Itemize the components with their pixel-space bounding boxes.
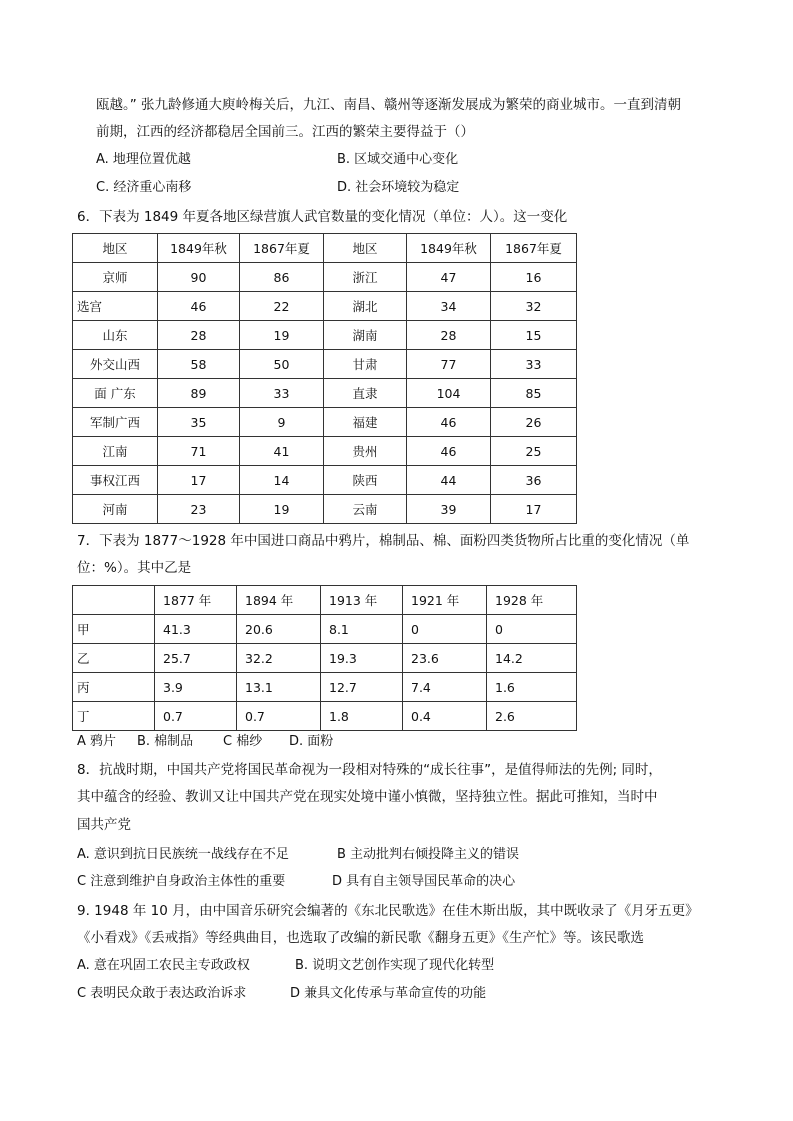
table-cell: 福建 xyxy=(324,408,407,437)
table-header-cell: 地区 xyxy=(324,234,407,263)
table-row xyxy=(73,263,577,292)
table-cell: 19 xyxy=(240,321,324,350)
table-row xyxy=(73,466,577,495)
table-cell: 46 xyxy=(158,292,240,321)
table-cell: 28 xyxy=(158,321,240,350)
table-cell: 0.4 xyxy=(403,702,487,731)
table-cell: 50 xyxy=(240,350,324,379)
table-row xyxy=(73,321,577,350)
table-cell: 选宫 xyxy=(73,292,158,321)
table-cell: 44 xyxy=(407,466,491,495)
table-cell: 36 xyxy=(491,466,577,495)
table-cell: 90 xyxy=(158,263,240,292)
q9-option-d: D 兼具文化传承与革命宣传的功能 xyxy=(290,986,487,1001)
table-cell: 14.2 xyxy=(487,644,577,673)
table-cell: 丙 xyxy=(73,673,155,702)
table-row xyxy=(73,702,577,731)
table-cell: 军制广西 xyxy=(73,408,158,437)
table-cell: 3.9 xyxy=(155,673,237,702)
q5-option-a: A. 地理位置优越 xyxy=(96,152,191,167)
table-cell: 云南 xyxy=(324,495,407,524)
table-cell: 0 xyxy=(487,615,577,644)
q7-option-a: A 鸦片 xyxy=(77,734,117,749)
table-cell: 46 xyxy=(407,437,491,466)
table-cell: 41.3 xyxy=(155,615,237,644)
table-header-cell: 1867年夏 xyxy=(491,234,577,263)
table-header-cell: 1877 年 xyxy=(155,586,237,615)
table-row xyxy=(73,350,577,379)
q8-option-c: C 注意到维护自身政治主体性的重要 xyxy=(77,874,286,889)
table-cell: 25 xyxy=(491,437,577,466)
q5-text-line-2: 前期，江西的经济都稳居全国前三。江西的繁荣主要得益于（） xyxy=(96,124,474,140)
table-header-cell xyxy=(73,586,155,615)
table-cell: 33 xyxy=(240,379,324,408)
table-cell: 47 xyxy=(407,263,491,292)
table-cell: 15 xyxy=(491,321,577,350)
table-row xyxy=(73,408,577,437)
table-header-cell: 1913 年 xyxy=(321,586,403,615)
table-row xyxy=(73,292,577,321)
table-header-cell: 1849年秋 xyxy=(158,234,240,263)
table-header-cell: 地区 xyxy=(73,234,158,263)
table-cell: 江南 xyxy=(73,437,158,466)
table-cell: 2.6 xyxy=(487,702,577,731)
q8-option-d: D 具有自主领导国民革命的决心 xyxy=(332,874,516,889)
q7-option-b: B. 棉制品 xyxy=(137,734,194,749)
table-cell: 23 xyxy=(158,495,240,524)
table-row xyxy=(73,495,577,524)
table-cell: 22 xyxy=(240,292,324,321)
table-cell: 外交山西 xyxy=(73,350,158,379)
table-cell: 35 xyxy=(158,408,240,437)
table-cell: 25.7 xyxy=(155,644,237,673)
table-cell: 17 xyxy=(491,495,577,524)
table-header-cell: 1928 年 xyxy=(487,586,577,615)
q5-option-b: B. 区域交通中心变化 xyxy=(337,152,459,167)
table-cell: 陕西 xyxy=(324,466,407,495)
table-cell: 19.3 xyxy=(321,644,403,673)
table-cell: 33 xyxy=(491,350,577,379)
q7-table-header-row xyxy=(73,586,577,615)
table-cell: 河南 xyxy=(73,495,158,524)
q5-text-line-1: 瓯越。” 张九龄修通大庾岭梅关后，九江、南昌、赣州等逐渐发展成为繁荣的商业城市。一直到清朝 xyxy=(96,97,682,113)
table-cell: 7.4 xyxy=(403,673,487,702)
table-cell: 湖北 xyxy=(324,292,407,321)
table-cell: 事权江西 xyxy=(73,466,158,495)
table-row xyxy=(73,437,577,466)
table-row xyxy=(73,379,577,408)
table-cell: 0.7 xyxy=(155,702,237,731)
table-cell: 32 xyxy=(491,292,577,321)
q9-text-line-1: 9. 1948 年 10 月，由中国音乐研究会编著的《东北民歌选》在佳木斯出版，其中既收录了《月牙五更》 xyxy=(77,903,699,919)
q5-option-c: C. 经济重心南移 xyxy=(96,180,192,195)
q6-table xyxy=(72,233,577,524)
table-cell: 8.1 xyxy=(321,615,403,644)
table-row xyxy=(73,615,577,644)
q8-text-line-3: 国共产党 xyxy=(77,817,131,833)
q7-stem-line-2: 位：%）。其中乙是 xyxy=(77,560,192,576)
table-cell: 34 xyxy=(407,292,491,321)
table-cell: 0.7 xyxy=(237,702,321,731)
table-cell: 28 xyxy=(407,321,491,350)
table-cell: 9 xyxy=(240,408,324,437)
table-cell: 13.1 xyxy=(237,673,321,702)
table-cell: 77 xyxy=(407,350,491,379)
q7-stem-line-1: 7．下表为 1877～1928 年中国进口商品中鸦片，棉制品、棉、面粉四类货物所占比重的变化情况（单 xyxy=(77,533,690,549)
table-cell: 甘肃 xyxy=(324,350,407,379)
table-cell: 89 xyxy=(158,379,240,408)
q9-text-line-2: 《小看戏》《丢戒指》等经典曲目，也选取了改编的新民歌《翻身五更》《生产忙》等。该民歌选 xyxy=(77,930,644,946)
table-cell: 湖南 xyxy=(324,321,407,350)
q6-table-header-row xyxy=(73,234,577,263)
q6-stem: 6．下表为 1849 年夏各地区绿营旗人武官数量的变化情况（单位：人）。这一变化 xyxy=(77,209,568,225)
table-header-cell: 1867年夏 xyxy=(240,234,324,263)
table-cell: 32.2 xyxy=(237,644,321,673)
q9-option-c: C 表明民众敢于表达政治诉求 xyxy=(77,986,247,1001)
table-cell: 46 xyxy=(407,408,491,437)
q8-option-b: B 主动批判右倾投降主义的错误 xyxy=(337,847,520,862)
q7-option-d: D. 面粉 xyxy=(289,734,334,749)
table-cell: 86 xyxy=(240,263,324,292)
table-cell: 17 xyxy=(158,466,240,495)
table-cell: 104 xyxy=(407,379,491,408)
table-cell: 山东 xyxy=(73,321,158,350)
table-header-cell: 1849年秋 xyxy=(407,234,491,263)
table-header-cell: 1921 年 xyxy=(403,586,487,615)
table-cell: 京师 xyxy=(73,263,158,292)
table-cell: 甲 xyxy=(73,615,155,644)
q8-option-a: A. 意识到抗日民族统一战线存在不足 xyxy=(77,847,289,862)
table-header-cell: 1894 年 xyxy=(237,586,321,615)
table-cell: 58 xyxy=(158,350,240,379)
table-cell: 14 xyxy=(240,466,324,495)
table-cell: 1.8 xyxy=(321,702,403,731)
q8-text-line-2: 其中蕴含的经验、教训又让中国共产党在现实处境中谨小慎微，坚持独立性。据此可推知，当时中 xyxy=(77,789,658,805)
table-row xyxy=(73,673,577,702)
table-cell: 41 xyxy=(240,437,324,466)
table-cell: 71 xyxy=(158,437,240,466)
table-cell: 0 xyxy=(403,615,487,644)
table-cell: 23.6 xyxy=(403,644,487,673)
q9-option-b: B. 说明文艺创作实现了现代化转型 xyxy=(295,958,495,973)
table-cell: 丁 xyxy=(73,702,155,731)
table-cell: 12.7 xyxy=(321,673,403,702)
table-cell: 85 xyxy=(491,379,577,408)
table-cell: 贵州 xyxy=(324,437,407,466)
q8-text-line-1: 8．抗战时期，中国共产党将国民革命视为一段相对特殊的“成长往事”，是值得师法的先例; 同时， xyxy=(77,762,662,778)
table-cell: 39 xyxy=(407,495,491,524)
table-cell: 26 xyxy=(491,408,577,437)
table-cell: 19 xyxy=(240,495,324,524)
table-cell: 16 xyxy=(491,263,577,292)
table-cell: 浙江 xyxy=(324,263,407,292)
table-cell: 1.6 xyxy=(487,673,577,702)
q5-option-d: D. 社会环境较为稳定 xyxy=(337,180,460,195)
q7-table xyxy=(72,585,577,731)
table-row xyxy=(73,644,577,673)
q9-option-a: A. 意在巩固工农民主专政政权 xyxy=(77,958,250,973)
table-cell: 直隶 xyxy=(324,379,407,408)
table-cell: 乙 xyxy=(73,644,155,673)
q7-option-c: C 棉纱 xyxy=(223,734,263,749)
table-cell: 20.6 xyxy=(237,615,321,644)
table-cell: 面 广东 xyxy=(73,379,158,408)
